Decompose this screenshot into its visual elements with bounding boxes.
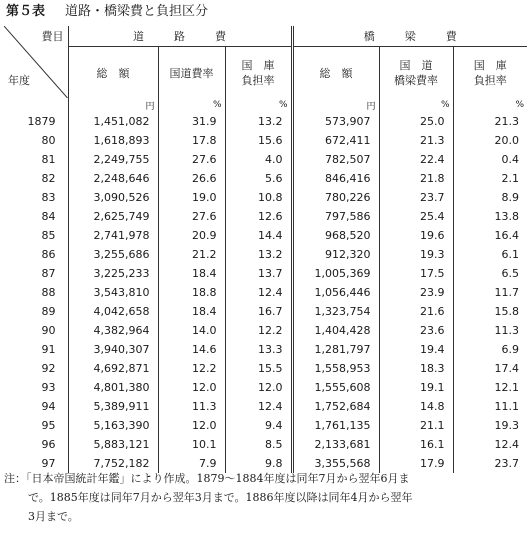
cell-bridge-national-rate: 25.0 (379, 112, 453, 131)
cell-year: 86 (41, 248, 56, 261)
cell-bridge-total: 3,355,568 (292, 454, 379, 473)
cell-road-national-rate: 12.2 (158, 359, 225, 378)
cell-bridge-total: 780,226 (292, 188, 379, 207)
cell-road-treasury-rate: 12.2 (225, 321, 292, 340)
cell-road-total: 3,225,233 (68, 264, 158, 283)
cell-road-total: 2,249,755 (68, 150, 158, 169)
unit-percent: % (158, 98, 225, 112)
cell-bridge-national-rate: 21.8 (379, 169, 453, 188)
cell-road-total: 4,042,658 (68, 302, 158, 321)
cell-bridge-national-rate: 17.9 (379, 454, 453, 473)
cell-year: 80 (41, 134, 56, 147)
cell-bridge-total: 782,507 (292, 150, 379, 169)
cell-bridge-total: 1,404,428 (292, 321, 379, 340)
col-header-line: 負担率 (241, 73, 275, 87)
col-header-road-treasury-rate (225, 47, 292, 99)
cell-road-national-rate: 10.1 (158, 435, 225, 454)
cell-road-treasury-rate: 12.0 (225, 378, 292, 397)
cell-bridge-national-rate: 21.3 (379, 131, 453, 150)
table-row (4, 207, 527, 226)
table-row (4, 188, 527, 207)
cell-road-national-rate: 20.9 (158, 226, 225, 245)
cell-bridge-treasury-rate: 11.1 (453, 397, 527, 416)
cell-road-total: 5,163,390 (68, 416, 158, 435)
cell-bridge-total: 1,281,797 (292, 340, 379, 359)
footnote-line: で。1885年度は同年7月から翌年3月まで。1886年度以降は同年4月から翌年 (28, 491, 413, 504)
cell-bridge-total: 846,416 (292, 169, 379, 188)
cell-road-total: 3,090,526 (68, 188, 158, 207)
cell-road-total: 7,752,182 (68, 454, 158, 473)
table-row (4, 131, 527, 150)
cell-year: 94 (41, 400, 56, 413)
table-body (4, 112, 527, 473)
cell-bridge-treasury-rate: 6.5 (453, 264, 527, 283)
cell-bridge-national-rate: 25.4 (379, 207, 453, 226)
cell-bridge-total: 2,133,681 (292, 435, 379, 454)
cell-road-total: 3,255,686 (68, 245, 158, 264)
cell-bridge-treasury-rate: 12.4 (453, 435, 527, 454)
table-row (4, 435, 527, 454)
unit-cell-empty (4, 98, 68, 112)
cell-bridge-national-rate: 17.5 (379, 264, 453, 283)
col-header-line: 国 道 (399, 58, 433, 72)
cell-road-national-rate: 27.6 (158, 150, 225, 169)
cell-year: 84 (41, 210, 56, 223)
cell-bridge-treasury-rate: 23.7 (453, 454, 527, 473)
table-row (4, 321, 527, 340)
cell-road-treasury-rate: 5.6 (225, 169, 292, 188)
cell-year: 91 (41, 343, 56, 356)
cell-year: 88 (41, 286, 56, 299)
cell-bridge-national-rate: 14.8 (379, 397, 453, 416)
cell-bridge-total: 672,411 (292, 131, 379, 150)
cell-road-national-rate: 21.2 (158, 245, 225, 264)
cell-bridge-national-rate: 23.6 (379, 321, 453, 340)
cell-road-national-rate: 18.4 (158, 302, 225, 321)
footnote-line: 注：「日本帝国統計年鑑」により作成。1879～1884年度は同年7月から翌年6月ま (4, 472, 410, 485)
cell-road-total: 5,883,121 (68, 435, 158, 454)
cell-road-treasury-rate: 12.4 (225, 397, 292, 416)
cell-road-treasury-rate: 8.5 (225, 435, 292, 454)
unit-percent: % (225, 98, 292, 112)
cell-road-treasury-rate: 13.7 (225, 264, 292, 283)
unit-percent: % (453, 98, 527, 112)
col-header-line: 橋梁費率 (394, 73, 438, 87)
cell-bridge-national-rate: 16.1 (379, 435, 453, 454)
table-row (4, 340, 527, 359)
table-caption: 道路・橋梁費と負担区分 (65, 4, 209, 19)
cell-bridge-national-rate: 23.9 (379, 283, 453, 302)
table-row (4, 245, 527, 264)
cell-bridge-total: 1,752,684 (292, 397, 379, 416)
cell-road-total: 4,382,964 (68, 321, 158, 340)
table-row (4, 264, 527, 283)
cell-bridge-total: 912,320 (292, 245, 379, 264)
col-header-bridge-national-rate (379, 47, 453, 99)
col-header-line: 国 庫 (473, 58, 507, 72)
cell-bridge-national-rate: 19.1 (379, 378, 453, 397)
cell-bridge-total: 1,056,446 (292, 283, 379, 302)
cell-bridge-national-rate: 19.4 (379, 340, 453, 359)
cell-bridge-total: 797,586 (292, 207, 379, 226)
unit-yen: 円 (292, 98, 379, 112)
cell-bridge-treasury-rate: 15.8 (453, 302, 527, 321)
cell-road-treasury-rate: 10.8 (225, 188, 292, 207)
cell-road-national-rate: 12.0 (158, 416, 225, 435)
cell-road-treasury-rate: 15.5 (225, 359, 292, 378)
cell-bridge-treasury-rate: 6.9 (453, 340, 527, 359)
col-header-line: 国 庫 (241, 58, 275, 72)
cell-road-treasury-rate: 15.6 (225, 131, 292, 150)
cell-road-treasury-rate: 9.8 (225, 454, 292, 473)
col-header-line: 負担率 (473, 73, 507, 87)
table-row (4, 302, 527, 321)
cell-road-total: 2,625,749 (68, 207, 158, 226)
cell-bridge-treasury-rate: 17.4 (453, 359, 527, 378)
table-row (4, 283, 527, 302)
cell-bridge-treasury-rate: 20.0 (453, 131, 527, 150)
table-row (4, 359, 527, 378)
cell-bridge-total: 1,558,953 (292, 359, 379, 378)
cell-road-total: 5,389,911 (68, 397, 158, 416)
cell-road-national-rate: 26.6 (158, 169, 225, 188)
cell-bridge-total: 968,520 (292, 226, 379, 245)
cell-bridge-national-rate: 21.1 (379, 416, 453, 435)
cell-bridge-total: 573,907 (292, 112, 379, 131)
cell-bridge-national-rate: 18.3 (379, 359, 453, 378)
cell-road-national-rate: 17.8 (158, 131, 225, 150)
cell-bridge-treasury-rate: 6.1 (453, 245, 527, 264)
cell-road-national-rate: 18.4 (158, 264, 225, 283)
cell-road-total: 3,940,307 (68, 340, 158, 359)
cell-road-treasury-rate: 13.2 (225, 112, 292, 131)
col-header-road-national-rate: 国道費率 (158, 47, 225, 99)
cell-bridge-national-rate: 19.6 (379, 226, 453, 245)
cell-road-treasury-rate: 13.2 (225, 245, 292, 264)
table-row (4, 378, 527, 397)
cell-road-treasury-rate: 12.6 (225, 207, 292, 226)
cell-road-total: 3,543,810 (68, 283, 158, 302)
cell-year: 90 (41, 324, 56, 337)
cell-bridge-treasury-rate: 16.4 (453, 226, 527, 245)
cell-bridge-national-rate: 19.3 (379, 245, 453, 264)
cell-bridge-treasury-rate: 11.3 (453, 321, 527, 340)
data-table (4, 26, 527, 473)
group-header-road: 道路費 (68, 26, 292, 47)
cell-bridge-treasury-rate: 8.9 (453, 188, 527, 207)
cell-road-total: 1,451,082 (68, 112, 158, 131)
col-header-road-total: 総 額 (68, 47, 158, 99)
table-number: 第５表 (6, 4, 46, 19)
cell-bridge-treasury-rate: 13.8 (453, 207, 527, 226)
corner-cell (4, 26, 68, 98)
corner-label-item: 費目 (41, 30, 64, 43)
unit-yen: 円 (68, 98, 158, 112)
cell-year: 87 (41, 267, 56, 280)
col-header-bridge-total: 総 額 (292, 47, 379, 99)
cell-year: 92 (41, 362, 56, 375)
cell-year: 1879 (27, 115, 56, 128)
cell-year: 83 (41, 191, 56, 204)
table-row (4, 150, 527, 169)
footnote (4, 469, 527, 526)
cell-road-national-rate: 27.6 (158, 207, 225, 226)
cell-road-total: 2,741,978 (68, 226, 158, 245)
cell-bridge-treasury-rate: 12.1 (453, 378, 527, 397)
cell-bridge-total: 1,005,369 (292, 264, 379, 283)
cell-road-national-rate: 12.0 (158, 378, 225, 397)
cell-road-treasury-rate: 16.7 (225, 302, 292, 321)
cell-road-national-rate: 11.3 (158, 397, 225, 416)
cell-road-national-rate: 14.0 (158, 321, 225, 340)
cell-road-total: 2,248,646 (68, 169, 158, 188)
cell-bridge-national-rate: 22.4 (379, 150, 453, 169)
table-row (4, 416, 527, 435)
table-title (6, 2, 208, 22)
table-row (4, 226, 527, 245)
cell-road-treasury-rate: 9.4 (225, 416, 292, 435)
cell-road-total: 4,692,871 (68, 359, 158, 378)
cell-bridge-national-rate: 21.6 (379, 302, 453, 321)
cell-year: 93 (41, 381, 56, 394)
cell-road-treasury-rate: 4.0 (225, 150, 292, 169)
table-row (4, 397, 527, 416)
cell-road-national-rate: 14.6 (158, 340, 225, 359)
cell-bridge-treasury-rate: 2.1 (453, 169, 527, 188)
cell-year: 95 (41, 419, 56, 432)
cell-road-national-rate: 31.9 (158, 112, 225, 131)
cell-bridge-treasury-rate: 19.3 (453, 416, 527, 435)
group-header-bridge: 橋梁費 (292, 26, 527, 47)
cell-bridge-total: 1,555,608 (292, 378, 379, 397)
cell-bridge-treasury-rate: 21.3 (453, 112, 527, 131)
cell-road-treasury-rate: 14.4 (225, 226, 292, 245)
cell-year: 82 (41, 172, 56, 185)
cell-bridge-total: 1,761,135 (292, 416, 379, 435)
cell-road-national-rate: 19.0 (158, 188, 225, 207)
footnote-line: 3月まで。 (28, 510, 79, 523)
cell-bridge-treasury-rate: 0.4 (453, 150, 527, 169)
cell-road-total: 1,618,893 (68, 131, 158, 150)
cell-road-treasury-rate: 13.3 (225, 340, 292, 359)
unit-percent: % (379, 98, 453, 112)
col-header-bridge-treasury-rate (453, 47, 527, 99)
corner-label-year: 年度 (8, 74, 30, 87)
cell-bridge-treasury-rate: 11.7 (453, 283, 527, 302)
cell-year: 89 (41, 305, 56, 318)
cell-road-national-rate: 18.8 (158, 283, 225, 302)
cell-year: 97 (41, 457, 56, 470)
cell-year: 96 (41, 438, 56, 451)
cell-year: 85 (41, 229, 56, 242)
cell-road-total: 4,801,380 (68, 378, 158, 397)
table-row (4, 169, 527, 188)
cell-road-treasury-rate: 12.4 (225, 283, 292, 302)
table-row (4, 112, 527, 131)
cell-road-national-rate: 7.9 (158, 454, 225, 473)
cell-year: 81 (41, 153, 56, 166)
cell-bridge-national-rate: 23.7 (379, 188, 453, 207)
cell-bridge-total: 1,323,754 (292, 302, 379, 321)
